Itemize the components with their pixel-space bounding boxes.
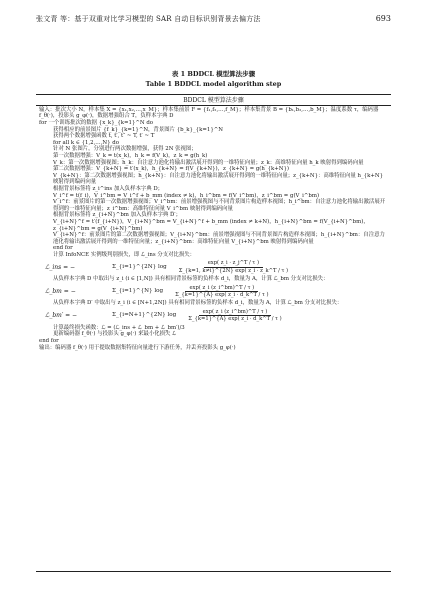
algorithm-line: 获得两个数据增强函数 t, t′, t″ ~ T, t′ ~ T xyxy=(53,133,155,140)
table-caption-en: Table 1 BDDCL model algorithm step xyxy=(145,80,282,88)
formula-denominator: Σ_{k=1}^{A} exp( z_i · d_k^T / τ ) xyxy=(188,316,282,323)
algorithm-line: 输出：编码器 f_θ(·) 用于提取数据集特征向量进行下游任务，并丢弃投影头 g_φ(·) xyxy=(39,344,236,351)
algorithm-line: V_k：第一次数据增强视图；h_k：自注意力池化将输出激活展开得到的一维特征向量；z_k：高维特征向量 h_k 映射得到编码向量 xyxy=(53,159,364,166)
formula-sum: Σ_{i=1}^{N} log xyxy=(112,288,164,295)
algorithm-line: 计算 InfoNCE 实例级判别损失，即 ℒ_ins 分支对比损失： xyxy=(53,251,196,258)
formula-sum: Σ_{i=N+1}^{2N} log xyxy=(112,312,177,319)
loss-formula-ins xyxy=(45,260,388,274)
formula-fraction xyxy=(175,260,292,274)
algorithm-line: for 一个训练批次的数据 {x_k}_{k=1}^N do xyxy=(39,120,154,126)
algorithm-line: 第二次数据增强：V_{k+N} = t′(x_k)，h_{k+N} = f(V_{k+N})，z_{k+N} = g(h_{k+N}) xyxy=(53,166,290,173)
running-header xyxy=(36,14,391,28)
formula-numerator: exp( z_i · z_j^T / τ ) xyxy=(204,260,263,267)
formula-lhs: ℒ_bm = − xyxy=(45,287,76,295)
algorithm-line: 根据背景标签将 z_i^ins 加入负样本字典 D； xyxy=(53,185,164,192)
formula-fraction xyxy=(171,285,272,299)
algorithm-line: V_{i+N}^f：前景图片的第二次数据增强视图；V_{i+N}^bm：前景增强视图与不同背景图片构造样本视图；h_{i+N}^bm：自注意力池化将输出激活展开得到的一维特征向量；z_{i+N}^bm：高维特征向量 V_{i+N}^bm 映射得到编码向量 xyxy=(53,232,385,245)
algorithm-line: 计算最终损失函数：ℒ = (ℒ_ins + ℒ_bm + ℒ_bm′)/3 xyxy=(53,324,185,331)
formula-denominator: Σ_{k=1}^{A} exp( z_i · d_k^T / τ ) xyxy=(175,292,269,299)
formula-numerator: exp( z_i (z_i^bm)^T / τ ) xyxy=(185,285,258,292)
algorithm-table xyxy=(36,94,391,572)
formula-denominator: Σ_{k=1, k≠i}^{2N} exp( z_i · z_k^T / τ ) xyxy=(178,267,289,274)
formula-lhs: ℒ_bm′ = − xyxy=(45,312,78,320)
page-number: 693 xyxy=(375,14,391,23)
algorithm-line: 针对 N 张图片，分别进行两次数据增强，获得 2N 张视图； xyxy=(53,146,197,153)
formula-fraction xyxy=(184,309,285,323)
algorithm-line: V_{i+N}^f = t′(f_{i+N})，V_{i+N}^bm = V_{i+N}^f + b_mm (index ≠ k+N)，h_{i+N}^bm = f(V_{i+N}^bm)，z_{i+N}^bm = g(V_{i+N}^bm) xyxy=(53,218,369,232)
algorithm-line: 根据背景标签将 z_{i+N}^bm 加入负样本字典 D′； xyxy=(53,212,181,219)
algorithm-line: 从负样本字典 D 中取出与 z_i (i ∈ [1,N]) 具有相同背景标签的负样本 d_i，数量为 A，计算 ℒ_bm 分支对比损失： xyxy=(53,276,329,283)
algorithm-line: 输入：批次大小 N，样本集 X = {x₁,x₂,…,x_M}；样本集前景 F = {f₁,f₂,…,f_M}；样本集背景 B = {b₁,b₂,…,b_M}；温度系数 τ，编码器 f_θ(·)，投影头 g_φ(·)，数据增强组合 T，负样本字典 D xyxy=(39,106,379,120)
algorithm-line: V_i^f：前景图片的第一次数据增强视图；V_i^bm：前景增强视图与不同背景图片构造样本视图；h_i^bm：自注意力池化将输出激活展开得到的一维特征向量；z_i^bm：高维特征向量 V_i^bm 映射得到编码向量 xyxy=(53,199,386,212)
formula-lhs: ℒ_ins = − xyxy=(45,263,76,271)
algorithm-line: V_i^f = t(f_i)，V_i^bm = V_i^f + b_mm (index ≠ k)，h_i^bm = f(V_i^bm)，z_i^bm = g(V_i^bm) xyxy=(53,192,320,199)
algorithm-line: 从负样本字典 D′ 中取出与 z_i (i ∈ [N+1,2N]) 具有相同背景标签的负样本 d_i，数量为 A，计算 ℒ_bm 分支对比损失： xyxy=(53,300,343,307)
loss-formula-bm xyxy=(45,285,388,299)
running-header-title: 张文青 等：基于双重对比学习模型的 SAR 自动目标识别背景去偏方法 xyxy=(36,15,261,23)
loss-formula-bm-prime xyxy=(45,309,388,323)
algorithm-line: 获得相应的前景图片 {f_k}_{k=1}^N，背景图片 {b_k}_{k=1}^N xyxy=(53,126,223,133)
table-caption-cn: 表 1 BDDCL 模型算法步骤 xyxy=(171,70,256,78)
algorithm-line: V_{k+N}：第二次数据增强视图；h_{k+N}：自注意力池化将输出激活展开得到的一维特征向量；z_{k+N}：高维特征向量 h_{k+N} 映射得到编码向量 xyxy=(53,172,384,186)
algorithm-title: BDDCL 模型算法步骤 xyxy=(36,95,391,106)
formula-numerator: exp( z_i (z_i^bm)^T / τ ) xyxy=(199,309,272,316)
algorithm-line: 第一次数据增强：V_k = t(x_k)，h_k = f(V_k)，z_k = g(h_k) xyxy=(53,152,208,159)
algorithm-line: for all k ∈ {1,2,…,N} do xyxy=(53,139,119,146)
formula-sum: Σ_{i=1}^{2N} log xyxy=(112,263,167,270)
algorithm-line: end for xyxy=(39,337,59,344)
algorithm-line: end for xyxy=(53,245,73,252)
algorithm-line: 更新编码器 f_θ(·) 与投影头 g_φ(·) 来最小化损失 ℒ xyxy=(53,331,177,338)
algorithm-body xyxy=(36,106,391,352)
